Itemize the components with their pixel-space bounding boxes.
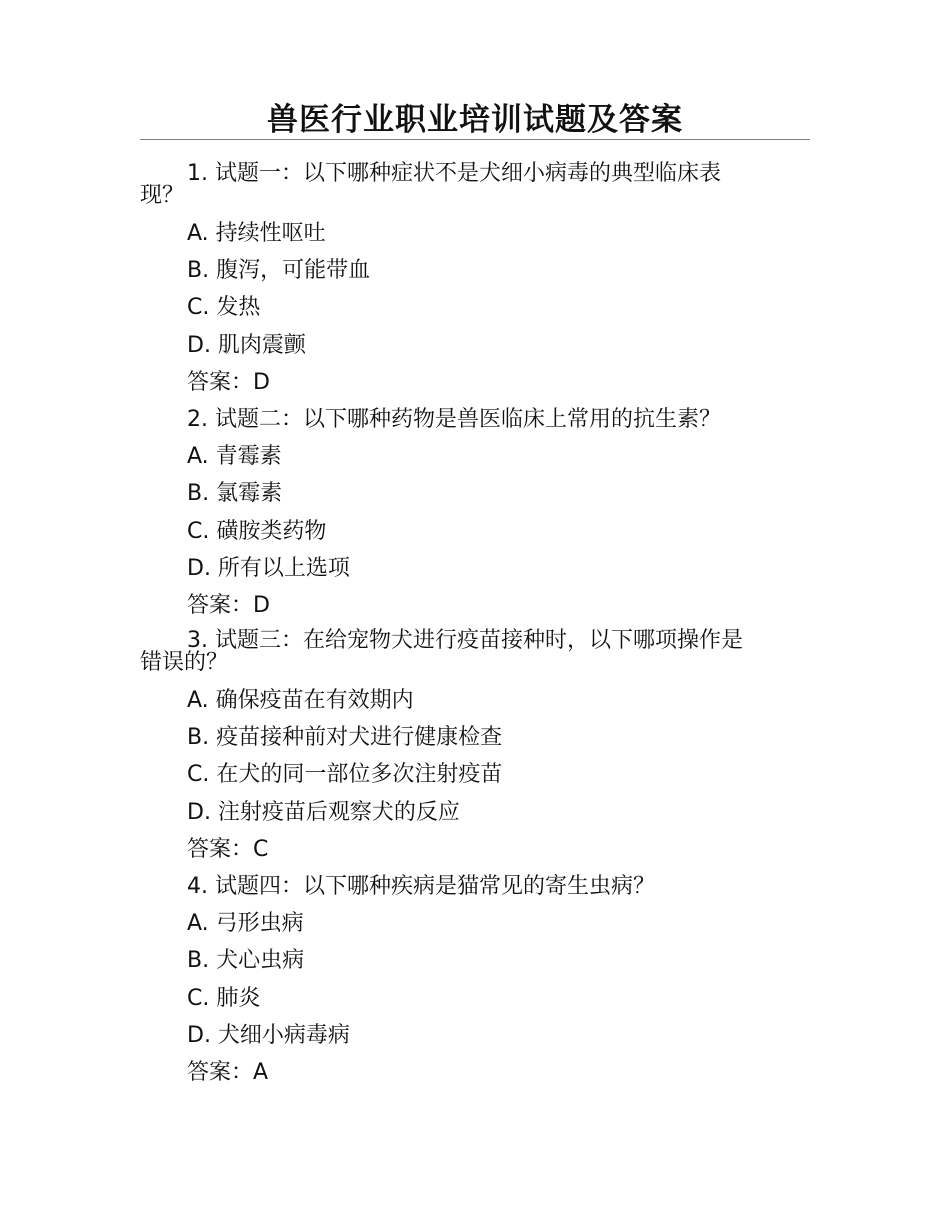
question-4-option-d: D. 犬细小病毒病 (187, 1022, 350, 1048)
question-1-option-b: B. 腹泻，可能带血 (187, 258, 371, 284)
question-list (140, 157, 810, 1091)
question-3-option-a: A. 确保疫苗在有效期内 (187, 688, 414, 714)
question-2-option-b: B. 氯霉素 (187, 481, 283, 507)
question-4-option-a: A. 弓形虫病 (187, 911, 304, 937)
question-1-stem-line1: 1. 试题一：以下哪种症状不是犬细小病毒的典型临床表 (187, 161, 721, 186)
question-2-answer: 答案：D (187, 592, 270, 618)
question-2-option-c: C. 磺胺类药物 (187, 518, 327, 544)
question-4-answer: 答案：A (187, 1059, 269, 1085)
question-1-stem-line2: 现？ (140, 183, 185, 208)
question-1-stem (140, 157, 810, 215)
document-title: 兽医行业职业培训试题及答案 (267, 102, 683, 138)
question-3-stem (140, 624, 810, 682)
question-2-option-d: D. 所有以上选项 (187, 555, 350, 581)
question-1-option-a: A. 持续性呕吐 (187, 221, 326, 246)
question-3-option-d: D. 注射疫苗后观察犬的反应 (187, 799, 460, 825)
question-2-stem: 2. 试题二：以下哪种药物是兽医临床上常用的抗生素？ (187, 406, 721, 432)
question-3-option-b: B. 疫苗接种前对犬进行健康检查 (187, 725, 503, 751)
question-1-option-d: D. 肌肉震颤 (187, 332, 306, 358)
question-3-answer: 答案：C (187, 836, 269, 862)
question-4-stem: 4. 试题四：以下哪种疾病是猫常见的寄生虫病？ (187, 874, 655, 899)
question-1-answer: 答案：D (187, 369, 270, 395)
question-2-option-a: A. 青霉素 (187, 444, 282, 470)
title-underline (140, 139, 810, 140)
question-4-option-b: B. 犬心虫病 (187, 948, 305, 974)
question-1-option-c: C. 发热 (187, 295, 261, 321)
question-3-stem-line1: 3. 试题三：在给宠物犬进行疫苗接种时，以下哪项操作是 (187, 628, 743, 654)
question-3-option-c: C. 在犬的同一部位多次注射疫苗 (187, 762, 503, 788)
question-4-option-c: C. 肺炎 (187, 985, 261, 1011)
question-3-stem-line2: 错误的？ (140, 650, 229, 676)
